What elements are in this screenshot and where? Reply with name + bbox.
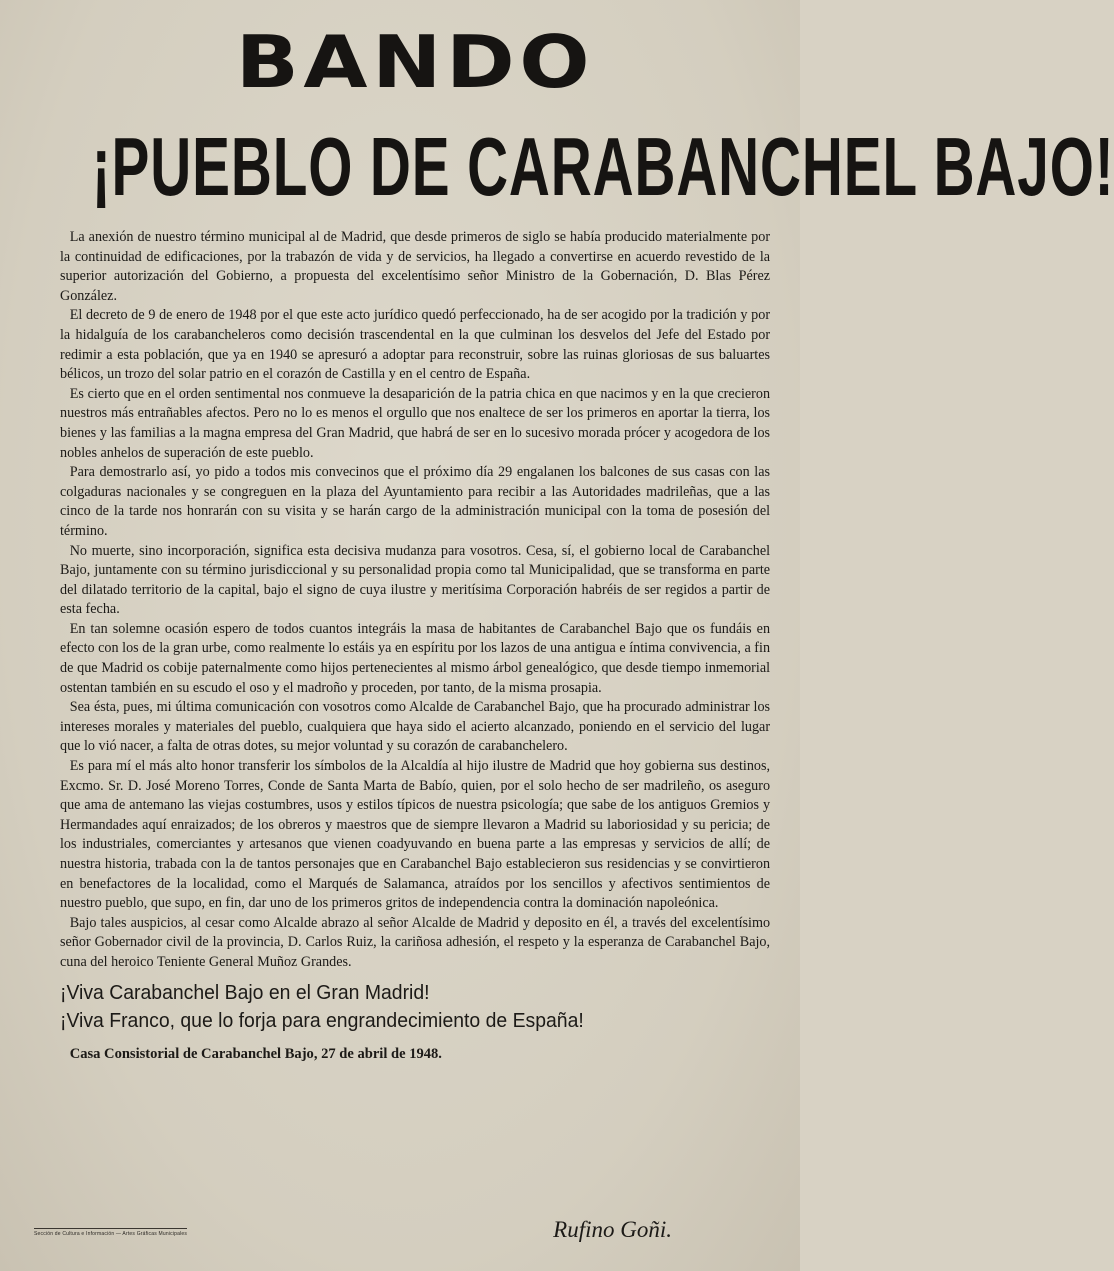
printer-imprint: Sección de Cultura e Información — Artes Gráficas Municipales bbox=[34, 1228, 187, 1237]
paragraph: Sea ésta, pues, mi última comunicación con vosotros como Alcalde de Carabanchel Bajo, que ha procurado administrar los intereses morales y materiales del pueblo, cualquiera que haya sido el acierto alcanzado, poniendo en el servicio del lugar que lo vió nacer, a falta de otras dotes, su mejor voluntad y su corazón de carabanchelero. bbox=[60, 699, 771, 755]
poster-subtitle: ¡PUEBLO DE CARABANCHEL BAJO! bbox=[91, 119, 1114, 213]
paragraph: Es cierto que en el orden sentimental nos conmueve la desaparición de la patria chica en que nacimos y en la que crecieron nuestros más entrañables afectos. Pero no lo es menos el orgullo que nos enaltece de ser los primeros en aportar la tierra, los bienes y las familias a la magna empresa del Gran Madrid, que habrá de ser en lo sucesivo morada prócer y acogedora de los nobles anhelos de superación de este pueblo. bbox=[60, 385, 771, 461]
paragraph: En tan solemne ocasión espero de todos cuantos integráis la masa de habitantes de Carabanchel Bajo que os fundáis en efecto con los de la gran urbe, como realmente lo estáis ya en espíritu por los lazos de una antigua e íntima convivencia, a fin de que Madrid os cobije paternalmente como hijos pertenecientes al mismo árbol genealógico, que desde tiempo inmemorial ostentan también en su escudo el oso y el madroño y proceden, por tanto, de la misma prosapia. bbox=[60, 620, 771, 696]
vivas-block bbox=[60, 979, 770, 1035]
place-date: Casa Consistorial de Carabanchel Bajo, 27 de abril de 1948. bbox=[69, 1045, 442, 1062]
viva-line: ¡Viva Carabanchel Bajo en el Gran Madrid! bbox=[60, 981, 430, 1004]
signature: Rufino Goñi. bbox=[553, 1217, 672, 1242]
paragraph: El decreto de 9 de enero de 1948 por el que este acto jurídico quedó perfeccionado, ha de ser acogido por la tradición y por la hidalguía de los carabancheleros como decisión trascendental en la que culminan los desvelos del Jefe del Estado por redimir a esta población, que ya en 1940 se apresuró a adoptar para reconstruir, sobre las ruinas gloriosas de sus baluartes bélicos, un trozo del solar patrio en el corazón de Castilla y en el centro de España. bbox=[60, 307, 771, 383]
paragraph: Bajo tales auspicios, al cesar como Alcalde abrazo al señor Alcalde de Madrid y deposito en él, a través del excelentísimo señor Gobernador civil de la provincia, D. Carlos Ruiz, la cariñosa adhesión, el respeto y la esperanza de Carabanchel Bajo, cuna del heroico Teniente General Muñoz Grandes. bbox=[60, 914, 771, 970]
paragraph: Para demostrarlo así, yo pido a todos mis convecinos que el próximo día 29 engalanen los balcones de sus casas con las colgaduras nacionales y se congreguen en la plaza del Ayuntamiento para recibir a las Autoridades madrileñas, que a las cinco de la tarde nos honrarán con su visita y se harán cargo de la administración municipal con la toma de posesión del término. bbox=[60, 464, 771, 539]
proclamation-body bbox=[60, 228, 770, 1064]
poster-title: BANDO bbox=[235, 20, 595, 104]
paragraph: La anexión de nuestro término municipal al de Madrid, que desde primeros de siglo se había producido materialmente por la continuidad de edificaciones, por la trabazón de vida y de servicios, ha llegado a convertirse en acuerdo revestido de la superior autorización del Gobierno, a propuesta del excelentísimo señor Ministro de la Gobernación, D. Blas Pérez González. bbox=[60, 229, 771, 304]
paragraph: No muerte, sino incorporación, significa esta decisiva mudanza para vosotros. Cesa, sí, el gobierno local de Carabanchel Bajo, juntamente con su término jurisdiccional y su personalidad propia como tal Municipalidad, que se transforma en parte del dilatado territorio de la capital, bajo el signo de cuya ilustre y meritísima Corporación habréis de ser regidos a partir de esta fecha. bbox=[60, 542, 771, 618]
paragraph: Es para mí el más alto honor transferir los símbolos de la Alcaldía al hijo ilustre de Madrid que hoy gobierna sus destinos, Excmo. Sr. D. José Moreno Torres, Conde de Santa Marta de Babío, quien, por el solo hecho de ser madrileño, os aseguro que ama de antemano las viejas costumbres, usos y estilos típicos de nuestra psicología; que sabe de los antiguos Gremios y Hermandades aquí enraizados; de los obreros y maestros que de siempre llevaron a Madrid su laboriosidad y su pericia; de los industriales, comerciantes y artesanos que vienen coadyuvando en buena parte a las empresas y servicios de allí; de nuestra historia, trabada con la de tantos personajes que en Carabanchel Bajo establecieron sus residencias y se convirtieron en benefactores de la localidad, como el Marqués de Salamanca, atraídos por los sencillos y afectivos sentimientos de nuestro pueblo, que supo, en fin, dar uno de los primeros gritos de independencia contra la dominación napoleónica. bbox=[60, 758, 771, 912]
viva-line: ¡Viva Franco, que lo forja para engrandecimiento de España! bbox=[60, 1009, 584, 1032]
